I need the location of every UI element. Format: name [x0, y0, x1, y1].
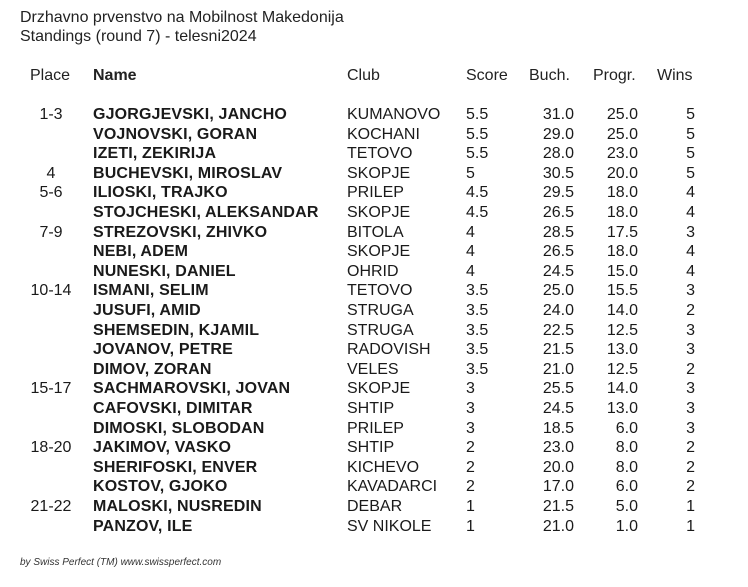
buchholz-cell: 29.5 — [542, 184, 574, 201]
club-cell: SKOPJE — [347, 243, 411, 260]
place-cell: 4 — [46, 165, 56, 182]
place-cell: 5-6 — [39, 184, 63, 201]
player-name: DIMOSKI, SLOBODAN — [93, 420, 265, 437]
club-cell: STRUGA — [347, 322, 414, 339]
buchholz-cell: 20.0 — [542, 459, 574, 476]
player-name: ILIOSKI, TRAJKO — [93, 184, 228, 201]
progressive-cell: 23.0 — [606, 145, 638, 162]
table-row — [0, 399, 748, 419]
player-name: DIMOV, ZORAN — [93, 361, 212, 378]
wins-cell: 2 — [686, 478, 695, 495]
score-cell: 2 — [466, 439, 475, 456]
player-name: MALOSKI, NUSREDIN — [93, 498, 262, 515]
score-cell: 1 — [466, 498, 475, 515]
table-row — [0, 183, 748, 203]
club-cell: BITOLA — [347, 224, 404, 241]
score-cell: 5.5 — [466, 106, 489, 123]
player-name: SHEMSEDIN, KJAMIL — [93, 322, 260, 339]
header-place: Place — [30, 67, 71, 84]
table-row — [0, 203, 748, 223]
wins-cell: 3 — [686, 282, 695, 299]
table-row — [0, 144, 748, 164]
wins-cell: 4 — [686, 243, 695, 260]
place-cell: 1-3 — [39, 106, 63, 123]
wins-cell: 5 — [686, 165, 695, 182]
club-cell: DEBAR — [347, 498, 403, 515]
score-cell: 4 — [466, 263, 475, 280]
table-row — [0, 340, 748, 360]
club-cell: RADOVISH — [347, 341, 431, 358]
player-name: JOVANOV, PETRE — [93, 341, 233, 358]
header-buch: Buch. — [529, 67, 570, 84]
score-cell: 2 — [466, 478, 475, 495]
table-row — [0, 301, 748, 321]
progressive-cell: 8.0 — [615, 459, 638, 476]
club-cell: SV NIKOLE — [347, 518, 432, 535]
club-cell: SHTIP — [347, 400, 395, 417]
wins-cell: 2 — [686, 459, 695, 476]
progressive-cell: 18.0 — [606, 243, 638, 260]
table-row — [0, 105, 748, 125]
buchholz-cell: 30.5 — [542, 165, 574, 182]
score-cell: 1 — [466, 518, 475, 535]
wins-cell: 5 — [686, 106, 695, 123]
buchholz-cell: 25.5 — [542, 380, 574, 397]
wins-cell: 3 — [686, 420, 695, 437]
club-cell: TETOVO — [347, 282, 413, 299]
buchholz-cell: 24.0 — [542, 302, 574, 319]
club-cell: KAVADARCI — [347, 478, 438, 495]
buchholz-cell: 31.0 — [542, 106, 574, 123]
score-cell: 2 — [466, 459, 475, 476]
wins-cell: 2 — [686, 302, 695, 319]
table-row — [0, 360, 748, 380]
progressive-cell: 5.0 — [615, 498, 638, 515]
buchholz-cell: 21.0 — [542, 361, 574, 378]
player-name: NUNESKI, DANIEL — [93, 263, 236, 280]
header-club: Club — [347, 67, 380, 84]
wins-cell: 5 — [686, 145, 695, 162]
club-cell: PRILEP — [347, 420, 404, 437]
club-cell: KOCHANI — [347, 126, 420, 143]
player-name: KOSTOV, GJOKO — [93, 478, 228, 495]
player-name: STOJCHESKI, ALEKSANDAR — [93, 204, 319, 221]
club-cell: SHTIP — [347, 439, 395, 456]
score-cell: 3 — [466, 420, 475, 437]
score-cell: 4 — [466, 224, 475, 241]
player-name: BUCHEVSKI, MIROSLAV — [93, 165, 283, 182]
player-name: SHERIFOSKI, ENVER — [93, 459, 258, 476]
table-row — [0, 242, 748, 262]
table-row — [0, 223, 748, 243]
buchholz-cell: 21.5 — [542, 498, 574, 515]
buchholz-cell: 22.5 — [542, 322, 574, 339]
score-cell: 5.5 — [466, 126, 489, 143]
club-cell: TETOVO — [347, 145, 413, 162]
progressive-cell: 17.5 — [606, 224, 638, 241]
progressive-cell: 20.0 — [606, 165, 638, 182]
progressive-cell: 6.0 — [615, 420, 638, 437]
header-name: Name — [93, 67, 137, 84]
wins-cell: 3 — [686, 224, 695, 241]
buchholz-cell: 29.0 — [542, 126, 574, 143]
buchholz-cell: 26.5 — [542, 204, 574, 221]
player-name: JUSUFI, AMID — [93, 302, 201, 319]
header-progr: Progr. — [593, 67, 636, 84]
progressive-cell: 15.0 — [606, 263, 638, 280]
wins-cell: 3 — [686, 322, 695, 339]
progressive-cell: 6.0 — [615, 478, 638, 495]
footer-credit: by Swiss Perfect (TM) www.swissperfect.com — [20, 557, 222, 568]
page-title: Drzhavno prvenstvo na Mobilnost Makedonija — [20, 9, 344, 26]
table-row — [0, 517, 748, 537]
club-cell: STRUGA — [347, 302, 414, 319]
score-cell: 4.5 — [466, 184, 489, 201]
buchholz-cell: 18.5 — [542, 420, 574, 437]
score-cell: 5 — [466, 165, 475, 182]
table-row — [0, 262, 748, 282]
buchholz-cell: 26.5 — [542, 243, 574, 260]
buchholz-cell: 28.0 — [542, 145, 574, 162]
table-row — [0, 125, 748, 145]
player-name: SACHMAROVSKI, JOVAN — [93, 380, 291, 397]
table-row — [0, 281, 748, 301]
buchholz-cell: 25.0 — [542, 282, 574, 299]
score-cell: 3.5 — [466, 322, 489, 339]
score-cell: 3 — [466, 400, 475, 417]
club-cell: SKOPJE — [347, 204, 411, 221]
score-cell: 3 — [466, 380, 475, 397]
buchholz-cell: 28.5 — [542, 224, 574, 241]
score-cell: 3.5 — [466, 282, 489, 299]
score-cell: 4 — [466, 243, 475, 260]
place-cell: 15-17 — [30, 380, 72, 397]
wins-cell: 3 — [686, 400, 695, 417]
player-name: VOJNOVSKI, GORAN — [93, 126, 258, 143]
header-wins: Wins — [657, 67, 693, 84]
table-row — [0, 497, 748, 517]
wins-cell: 4 — [686, 184, 695, 201]
wins-cell: 3 — [686, 341, 695, 358]
progressive-cell: 8.0 — [615, 439, 638, 456]
progressive-cell: 25.0 — [606, 106, 638, 123]
place-cell: 10-14 — [30, 282, 72, 299]
club-cell: SKOPJE — [347, 380, 411, 397]
progressive-cell: 25.0 — [606, 126, 638, 143]
player-name: STREZOVSKI, ZHIVKO — [93, 224, 268, 241]
player-name: NEBI, ADEM — [93, 243, 189, 260]
wins-cell: 5 — [686, 126, 695, 143]
club-cell: PRILEP — [347, 184, 404, 201]
buchholz-cell: 21.0 — [542, 518, 574, 535]
player-name: IZETI, ZEKIRIJA — [93, 145, 217, 162]
buchholz-cell: 24.5 — [542, 400, 574, 417]
table-row — [0, 164, 748, 184]
buchholz-cell: 17.0 — [542, 478, 574, 495]
table-row — [0, 379, 748, 399]
progressive-cell: 18.0 — [606, 204, 638, 221]
wins-cell: 4 — [686, 204, 695, 221]
wins-cell: 4 — [686, 263, 695, 280]
player-name: ISMANI, SELIM — [93, 282, 209, 299]
score-cell: 3.5 — [466, 361, 489, 378]
progressive-cell: 13.0 — [606, 400, 638, 417]
buchholz-cell: 24.5 — [542, 263, 574, 280]
wins-cell: 1 — [686, 518, 695, 535]
progressive-cell: 13.0 — [606, 341, 638, 358]
player-name: CAFOVSKI, DIMITAR — [93, 400, 253, 417]
score-cell: 4.5 — [466, 204, 489, 221]
progressive-cell: 1.0 — [615, 518, 638, 535]
player-name: PANZOV, ILE — [93, 518, 193, 535]
wins-cell: 3 — [686, 380, 695, 397]
buchholz-cell: 21.5 — [542, 341, 574, 358]
table-row — [0, 419, 748, 439]
table-row — [0, 458, 748, 478]
buchholz-cell: 23.0 — [542, 439, 574, 456]
score-cell: 3.5 — [466, 302, 489, 319]
table-row — [0, 321, 748, 341]
score-cell: 5.5 — [466, 145, 489, 162]
wins-cell: 2 — [686, 439, 695, 456]
header-score: Score — [466, 67, 508, 84]
progressive-cell: 15.5 — [606, 282, 638, 299]
progressive-cell: 14.0 — [606, 302, 638, 319]
score-cell: 3.5 — [466, 341, 489, 358]
club-cell: OHRID — [347, 263, 399, 280]
club-cell: SKOPJE — [347, 165, 411, 182]
progressive-cell: 12.5 — [606, 322, 638, 339]
place-cell: 7-9 — [39, 224, 63, 241]
club-cell: KICHEVO — [347, 459, 420, 476]
progressive-cell: 18.0 — [606, 184, 638, 201]
wins-cell: 2 — [686, 361, 695, 378]
place-cell: 18-20 — [30, 439, 72, 456]
place-cell: 21-22 — [30, 498, 72, 515]
wins-cell: 1 — [686, 498, 695, 515]
progressive-cell: 14.0 — [606, 380, 638, 397]
progressive-cell: 12.5 — [606, 361, 638, 378]
club-cell: VELES — [347, 361, 399, 378]
page-subtitle: Standings (round 7) - telesni2024 — [20, 28, 257, 45]
player-name: GJORGJEVSKI, JANCHO — [93, 106, 288, 123]
club-cell: KUMANOVO — [347, 106, 441, 123]
player-name: JAKIMOV, VASKO — [93, 439, 232, 456]
table-row — [0, 438, 748, 458]
table-row — [0, 477, 748, 497]
